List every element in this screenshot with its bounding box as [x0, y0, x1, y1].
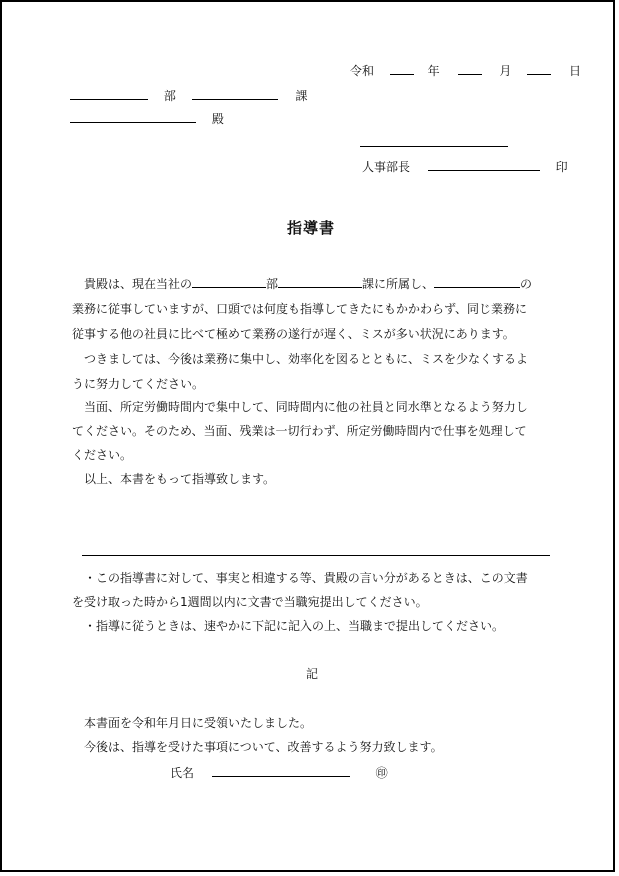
month-blank — [458, 64, 482, 75]
year-label: 年 — [427, 64, 440, 78]
section-blank — [192, 89, 278, 100]
body-line-5: うに努力してください。 — [72, 377, 205, 391]
signature-line — [170, 764, 388, 781]
ki-heading: 記 — [306, 667, 319, 681]
body-line-2: 業務に従事していますが、口頭では何度も指導してきたにもかかわらず、同じ業務に — [72, 302, 528, 316]
document-title: 指導書 — [287, 219, 336, 237]
hr-manager-label: 人事部長 — [362, 160, 411, 174]
honorific-label: 殿 — [211, 112, 224, 126]
receipt-line-2: 今後は、指導を受けた事項について、改善するよう努力致します。 — [84, 740, 443, 754]
year-blank — [390, 64, 414, 75]
body-line-7: てください。そのため、当面、残業は一切行わず、所定労働時間内で仕事を処理して — [72, 424, 527, 438]
name-blank — [212, 766, 350, 777]
era-label: 令和 — [350, 64, 375, 78]
body-duty-blank — [434, 277, 520, 288]
note-2: ・指導に従うときは、速やかに下記に記入の上、当職まで提出してください。 — [84, 619, 505, 633]
hr-manager-name-blank — [428, 160, 540, 171]
section-divider — [82, 555, 550, 556]
body-line-1-text: 貴殿は、現在当社の — [84, 277, 193, 291]
recipient-name-line — [70, 110, 224, 127]
issuer-line — [362, 158, 568, 175]
body-section-blank — [278, 277, 362, 288]
recipient-name-blank — [70, 112, 196, 123]
signature-seal: ㊞ — [375, 766, 388, 780]
name-label: 氏名 — [170, 766, 195, 780]
body-dept-blank — [192, 277, 266, 288]
day-blank — [527, 64, 551, 75]
body-line-4: つきましては、今後は業務に集中し、効率化を図るとともに、ミスを少なくするよ — [84, 352, 529, 366]
receipt-line-1: 本書面を令和年月日に受領いたしました。 — [84, 716, 313, 730]
dept-blank — [70, 89, 148, 100]
date-line — [350, 62, 581, 79]
section-label: 課 — [295, 89, 308, 103]
body-line-3: 従事する他の社員に比べて極めて業務の遂行が遅く、ミスが多い状況にあります。 — [72, 327, 515, 341]
note-1-line-1: ・この指導書に対して、事実と相違する等、貴殿の言い分があるときは、この文書 — [84, 571, 528, 585]
body-duty-label: の — [520, 277, 533, 291]
body-line-6: 当面、所定労働時間内で集中して、同時間内に他の社員と同水準となるよう努力し — [84, 400, 528, 414]
dept-label: 部 — [163, 89, 176, 103]
issuer-company-blank — [360, 146, 508, 147]
body-line-8: ください。 — [72, 448, 133, 462]
note-1-line-2: を受け取った時から1週間以内に文書で当職宛提出してください。 — [72, 595, 428, 609]
day-label: 日 — [569, 64, 582, 78]
seal-label: 印 — [555, 160, 568, 174]
recipient-dept-line — [70, 87, 308, 104]
body-dept-label: 部 — [266, 277, 279, 291]
body-line-1 — [84, 275, 532, 292]
body-section-label: 課に所属し、 — [362, 277, 435, 291]
month-label: 月 — [499, 64, 512, 78]
body-line-9: 以上、本書をもって指導致します。 — [84, 472, 276, 486]
